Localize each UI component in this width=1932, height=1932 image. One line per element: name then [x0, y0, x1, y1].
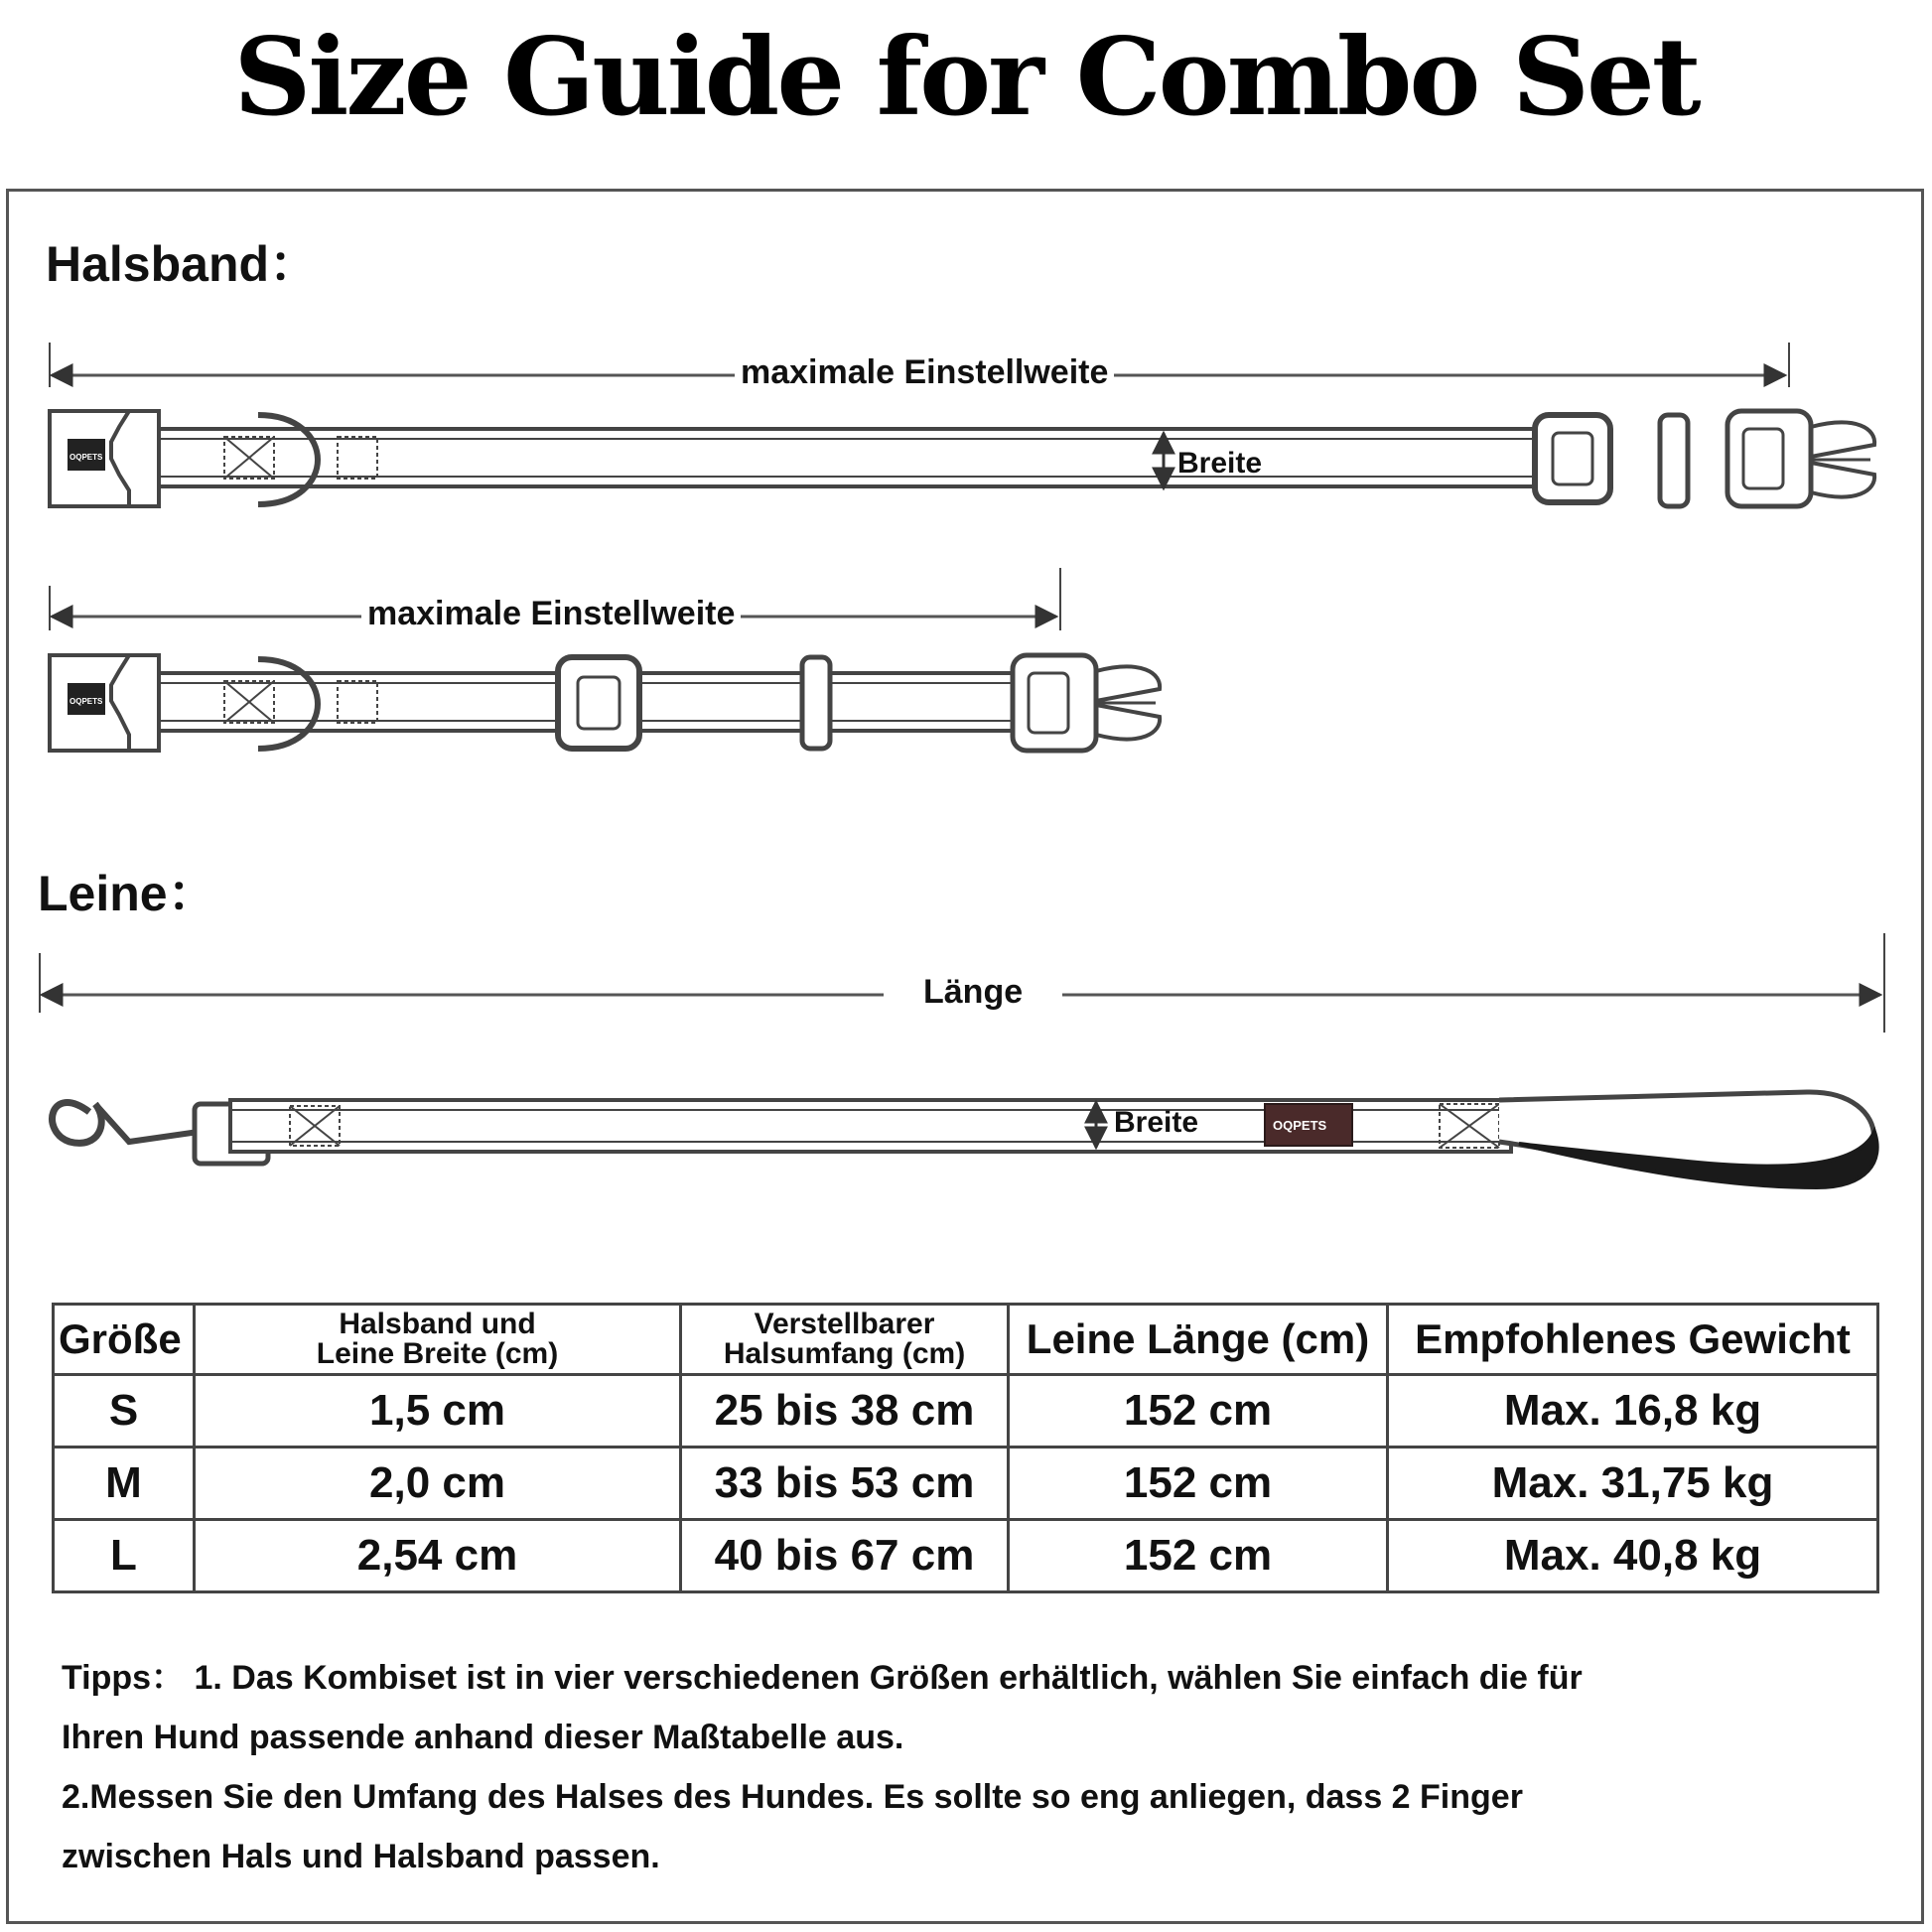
- leash-brand-tag: OQPETS: [1273, 1118, 1327, 1133]
- cell-width: 2,54 cm: [195, 1520, 681, 1592]
- long-collar-adjust-range-label: maximale Einstellweite: [735, 353, 1114, 392]
- header-neck-line1: Verstellbarer: [754, 1308, 935, 1340]
- long-collar-width-label: Breite: [1177, 447, 1263, 480]
- cell-neck: 40 bis 67 cm: [681, 1520, 1009, 1592]
- table-row: [54, 1448, 1878, 1520]
- cell-size: M: [54, 1448, 195, 1520]
- short-collar-brand-tag: OQPETS: [69, 697, 103, 706]
- collar-section-label: Halsband：: [46, 236, 320, 292]
- tips-text: [62, 1648, 1888, 1886]
- cell-length: 152 cm: [1009, 1520, 1388, 1592]
- cell-neck: 33 bis 53 cm: [681, 1448, 1009, 1520]
- header-leash-length: Leine Länge (cm): [1009, 1305, 1388, 1375]
- tips-line: Ihren Hund passende anhand dieser Maßtabelle aus.: [62, 1719, 904, 1756]
- page-title: Size Guide for Combo Set: [233, 15, 1699, 140]
- leash-section-label: Leine：: [38, 866, 217, 921]
- cell-weight: Max. 16,8 kg: [1388, 1375, 1878, 1448]
- long-collar-brand-tag: OQPETS: [69, 453, 103, 462]
- cell-width: 2,0 cm: [195, 1448, 681, 1520]
- tips-line: 2.Messen Sie den Umfang des Halses des Hundes. Es sollte so eng anliegen, dass 2 Finger: [62, 1778, 1523, 1816]
- cell-size: S: [54, 1375, 195, 1448]
- header-neck: [681, 1305, 1009, 1375]
- cell-weight: Max. 40,8 kg: [1388, 1520, 1878, 1592]
- table-row: [54, 1520, 1878, 1592]
- header-neck-line2: Halsumfang (cm): [723, 1337, 966, 1370]
- cell-length: 152 cm: [1009, 1375, 1388, 1448]
- cell-weight: Max. 31,75 kg: [1388, 1448, 1878, 1520]
- cell-size: L: [54, 1520, 195, 1592]
- header-size: Größe: [54, 1305, 195, 1375]
- table-row: [54, 1375, 1878, 1448]
- short-collar-illustration: [50, 655, 1160, 751]
- cell-length: 152 cm: [1009, 1448, 1388, 1520]
- table-header-row: [54, 1305, 1878, 1375]
- leash-illustration: [53, 1092, 1877, 1187]
- header-width-line2: Leine Breite (cm): [316, 1337, 559, 1370]
- cell-neck: 25 bis 38 cm: [681, 1375, 1009, 1448]
- header-weight: Empfohlenes Gewicht: [1388, 1305, 1878, 1375]
- short-collar-adjust-range-label: maximale Einstellweite: [361, 595, 741, 633]
- size-table: [52, 1303, 1879, 1593]
- tips-line: Tipps： 1. Das Kombiset ist in vier verschiedenen Größen erhältlich, wählen Sie einfach die für: [62, 1659, 1583, 1697]
- header-width-line1: Halsband und: [339, 1308, 536, 1340]
- leash-length-label: Länge: [884, 973, 1062, 1012]
- long-collar-illustration: [50, 411, 1874, 506]
- tips-line: zwischen Hals und Halsband passen.: [62, 1838, 660, 1875]
- header-width: [195, 1305, 681, 1375]
- leash-width-label: Breite: [1114, 1106, 1199, 1139]
- cell-width: 1,5 cm: [195, 1375, 681, 1448]
